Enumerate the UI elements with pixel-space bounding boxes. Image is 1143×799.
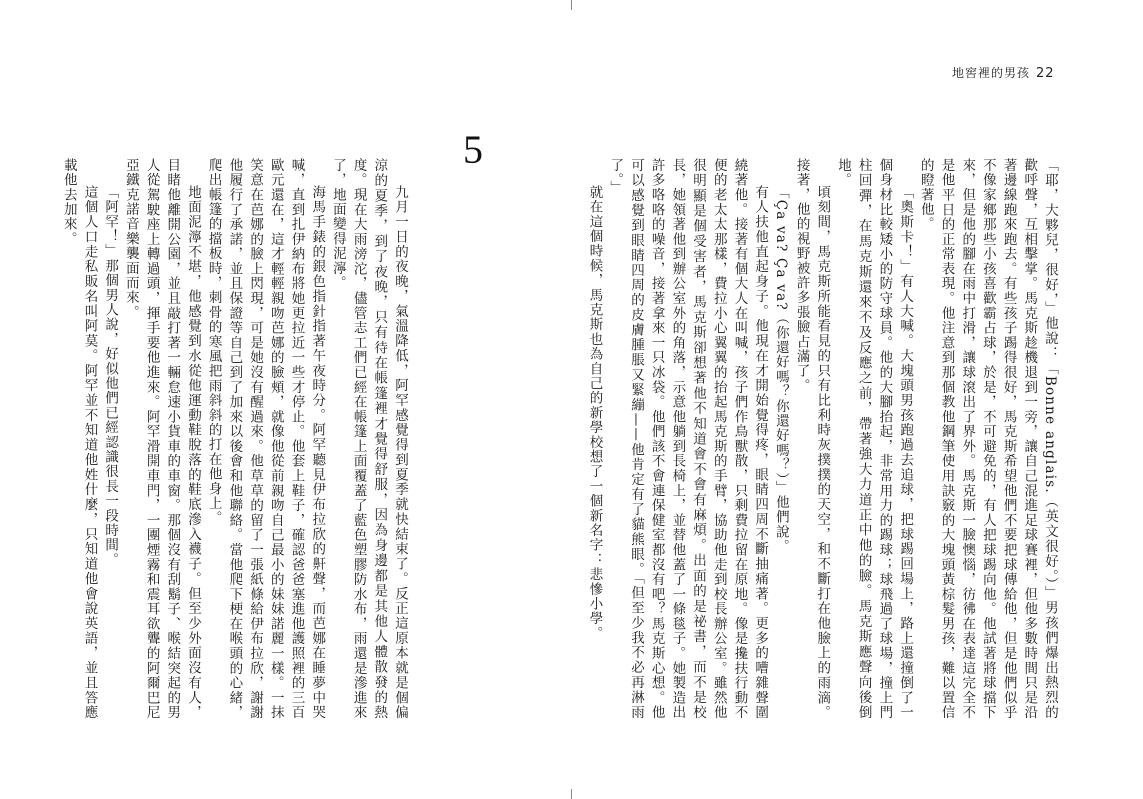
paragraph: 「Ça va? Ça va?（你還好嗎？你還好嗎？）」他們說。 — [772, 185, 789, 554]
paragraph: 「耶，大夥兒，很好，」他說：「Bonne anglais.（英文很好。）」男孩們爆出熱烈的歡呼聲，互相擊掌。馬克斯趁機退到一旁，讓自己混進足球賽裡，但他多數時間只是沿著邊線跑來跑去。有些孩子踢得很好，馬克斯希望他們不要把球傳給他，但是他們似乎不像家鄉那些小孩喜歡霸占球，於是，不可避免的，有人把球踢向他。他試著將球擋下來，但是他的腳在雨中打滑，讓球滾出了界外。馬克斯一臉懊惱，彷彿在表達這完全不是他平日的正常表現。他注意到那個教他鋼筆使用訣竅的大塊頭黃棕髮男孩，難以置信的瞪著他。 — [917, 158, 1058, 720]
left-page-text — [60, 158, 410, 720]
paragraph: 海馬手錶的銀色指針指著午夜時分。阿罕聽見伊布拉欣的鼾聲，而芭娜在睡夢中哭喊，直到扎伊納布將她更拉近一些才停止。他套上鞋子，確認爸爸塞進他護照裡的三百歐元還在，這才輕輕親吻芭娜的臉頰，就像他從前親吻自己最小的妹妹諾麗一樣。一抹笑意在芭娜的臉上閃現，可是她沒有醒過來。他草草的留了一張紙條給伊布拉欣，謝謝他履行了承諾，並且保證等自己到了加來以後會和他聯絡。當他爬下梗在喉頭的心緒，爬出帳篷的擋板時，刺骨的寒風把雨斜斜的打在他身上。 — [205, 158, 326, 720]
gutter-tick-top — [571, 0, 572, 10]
paragraph: 這個人口走私販名叫阿莫。阿罕並不知道他姓什麼，只知道他會說英語，並且答應載他去加來。 — [60, 158, 98, 720]
book-title: 地窖裡的男孩 — [952, 66, 1031, 80]
paragraph: 有人扶他直起身子。他現在才開始覺得疼，眼睛四周不斷抽痛著。更多的嘈雜聲圍繞著他。接著有個大人在叫喊，孩子們作鳥獸散，只剩費拉留在原地。像是攙扶行動不便的老太太那樣，費拉小心翼翼的抬起馬克斯的手臂，協助他走到校長辦公室。雖然他很明顯是個受害者，馬克斯卻想著他不知道會不會有麻煩。出面的是祕書，而不是校長，她領著他到辦公室外的角落，示意他躺到長椅上，並替他蓋了一條毯子。她製造出許多咯咯的噪音，接著拿來一只冰袋。他們該不會連保健室都沒有吧？馬克斯心想。他可以感覺到眼睛四周的皮膚腫脹又緊繃——他肯定有了貓熊眼。「但至少我不必再淋雨了。」 — [607, 158, 769, 720]
chapter-number: 5 — [463, 127, 483, 172]
paragraph: 頃刻間，馬克斯所能看見的只有比利時灰撲撲的天空，和不斷打在他臉上的雨滴。接著，他的視野被許多張臉占滿了。 — [793, 158, 831, 720]
page-number: 22 — [1036, 66, 1055, 81]
paragraph: 「奧斯卡！」有人大喊。大塊頭男孩跑過去追球，把球踢回場上，路上還撞倒了一個身材比較矮小的防守球員。他的大腳抬起，非常用力的踢球；球飛過了球場，撞上門柱回彈，在馬克斯還來不及反應之前，帶著強大力道正中他的臉。馬克斯應聲向後倒地。 — [834, 158, 914, 720]
right-page-text — [586, 158, 1060, 720]
gutter-tick-bottom — [571, 789, 572, 799]
paragraph: 九月一日的夜晚，氣溫降低，阿罕感覺得到夏季就快結束了。反正這原本就是個偏涼的夏季，到了夜晚，只有待在帳篷裡才覺得舒服，因為身邊都是其他人體散發的熱度。現在大雨滂沱，儘管志工們已經在帳篷上面覆蓋了藍色塑膠防水布，雨還是滲進來了，地面變得泥濘。 — [329, 158, 408, 720]
running-header — [952, 64, 1055, 81]
paragraph: 就在這個時候，馬克斯也為自己的新學校想了一個新名字：悲慘小學。 — [586, 185, 603, 641]
paragraph: 「阿罕！」那個男人說，好似他們已經認識很長一段時間。 — [102, 185, 119, 568]
paragraph: 地面泥濘不堪，他感覺到水從他運動鞋脫落的鞋底滲入襪子。但至少外面沒有人，目睹他離開公園，並且敲打著一輛怠速小貨車的車窗。那個沒有刮鬍子、喉結突起的男人從駕駛座上轉過頭，揮手要他進來。阿罕滑開車門，一團煙霧和震耳欲聾的阿爾巴尼亞鐵克諾音樂襲面而來。 — [122, 158, 201, 720]
